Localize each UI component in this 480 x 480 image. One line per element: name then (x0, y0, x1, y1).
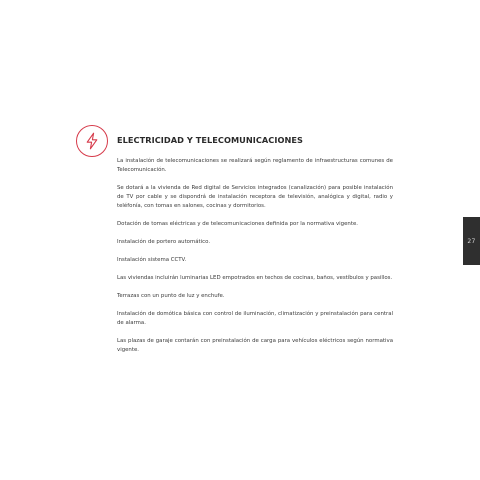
paragraph-terraces: Terrazas con un punto de luz y enchufe. (117, 293, 225, 299)
section-title: ELECTRICIDAD Y TELECOMUNICACIONES (117, 135, 303, 145)
paragraph-cctv: Instalación sistema CCTV. (117, 257, 187, 263)
lightning-bolt-icon (76, 125, 108, 157)
lightning-bolt-glyph (84, 132, 100, 150)
paragraph-digital-network: Se dotará a la vivienda de Red digital de Servicios integrados (canalización) para posible instalación de TV por cable y se dispondrá de instalación receptora de televisión, analógica y digital, radio y teléfonía, con tomas en salones, cocinas y dormitorios. (117, 185, 393, 209)
paragraph-led-lighting: Las viviendas incluirán luminarias LED empotrados en techos de cocinas, baños, vestíbulos y pasillos. (117, 275, 393, 281)
page-number-tab (463, 217, 480, 265)
paragraph-intercom: Instalación de portero automático. (117, 239, 211, 245)
paragraph-ev-charging: Las plazas de garaje contarán con preinstalación de carga para vehículos eléctricos según normativa vigente. (117, 338, 393, 353)
section-body (117, 157, 393, 364)
paragraph-telecom-regulation: La instalación de telecomunicaciones se realizará según reglamento de infraestructuras comunes de Telecomunicación. (117, 158, 393, 173)
paragraph-home-automation: Instalación de domótica básica con control de iluminación, climatización y preinstalación para central de alarma. (117, 311, 393, 326)
page-number: 27 (467, 237, 476, 245)
paragraph-electrical-outlets: Dotación de tomas eléctricas y de telecomunicaciones definida por la normativa vigente. (117, 221, 358, 227)
